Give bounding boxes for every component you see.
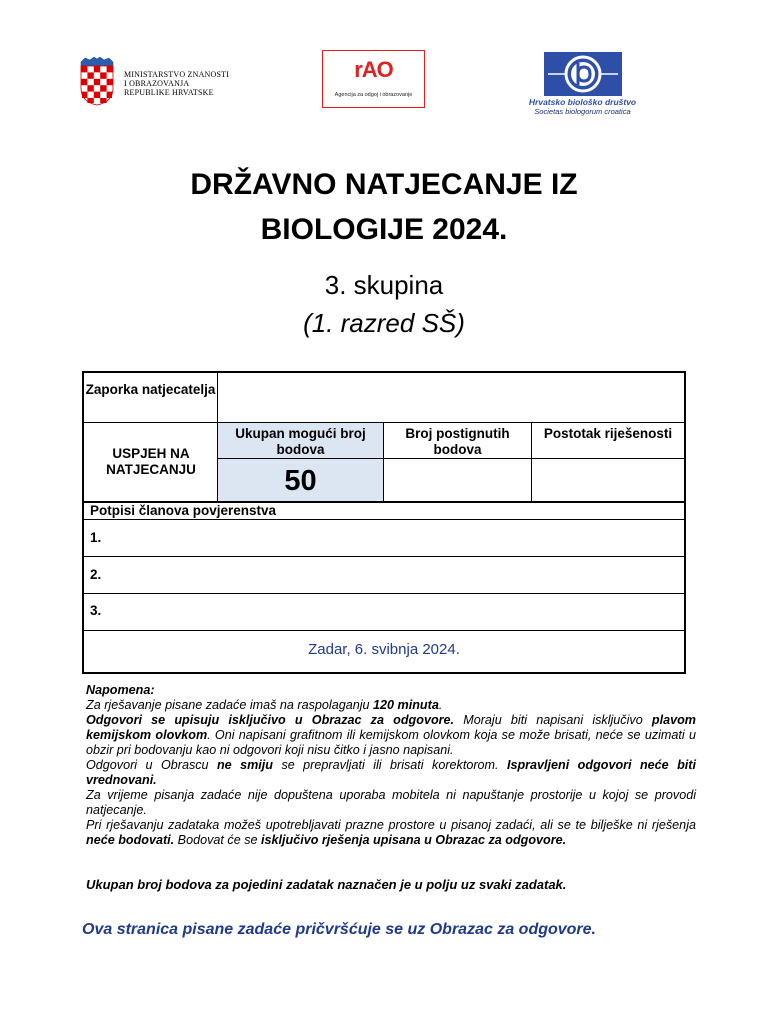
ministry-logo (78, 56, 248, 106)
aoo-name: Agencija za odgoj i obrazovanje (334, 92, 413, 98)
note-phones: Za vrijeme pisanja zadaće nije dopuštena uporaba mobitela ni napuštanje prostorije u kojoj se provodi natjecanje. (86, 788, 696, 817)
contestant-code-field[interactable] (218, 373, 684, 422)
col-percent: Postotak riješenosti (543, 426, 673, 441)
instructions-note (86, 683, 696, 848)
ministry-line: I OBRAZOVANJA (124, 79, 190, 88)
croatian-coat-of-arms-icon (78, 56, 116, 106)
aoo-mark: rAO (354, 57, 393, 82)
hbd-name: Hrvatsko biološko društvo (528, 97, 637, 107)
note-time: Za rješavanje pisane zadaće imaš na raspolaganju 120 minuta. (86, 698, 443, 712)
note-heading: Napomena: (86, 683, 155, 697)
signature-row-label: 3. (90, 603, 102, 618)
total-points-value: 50 (284, 465, 317, 497)
aoo-logo (322, 50, 425, 108)
success-label: USPJEH NA NATJECANJU (106, 446, 196, 477)
hbd-logo (520, 52, 645, 117)
signature-row-label: 2. (90, 567, 102, 582)
note-scratch: Pri rješavanju zadataka možeš upotrebljavati prazne prostore u pisanoj zadaći, ali se te bilješke ni rješenja neće bodovati. Bodovat će se isključivo rješenja upisana u Obrazac za odgovore. (86, 818, 696, 847)
score-table (82, 371, 686, 674)
attach-note: Ova stranica pisane zadaće pričvršćuje se uz Obrazac za odgovore. (82, 921, 596, 938)
note-correction: Odgovori u Obrascu ne smiju se prepravljati ili brisati korektorom. Ispravljeni odgovori neće biti vrednovani. (86, 758, 696, 787)
points-note: Ukupan broj bodova za pojedini zadatak naznačen je u polju uz svaki zadatak. (86, 877, 567, 892)
grade-label: (1. razred SŠ) (303, 308, 465, 338)
signature-row-label: 1. (90, 530, 102, 545)
ministry-name (124, 70, 229, 97)
group-label: 3. skupina (324, 270, 444, 300)
achieved-points-field[interactable] (384, 459, 531, 501)
note-answers: Odgovori se upisuju isključivo u Obrazac za odgovore. Moraju biti napisani isključivo plavom kemijskom olovkom. Oni napisani grafitnom ili kemijskom olovkom koja se može brisati, neće se uzimati u obzir pri bodovanju kao ni odgovori koji nisu čitko i jasno napisani. (86, 713, 696, 757)
percent-field[interactable] (532, 459, 684, 501)
ministry-line: REPUBLIKE HRVATSKE (124, 88, 214, 97)
contestant-code-label: Zaporka natjecatelja (85, 382, 216, 397)
col-total-points: Ukupan mogući broj bodova (235, 426, 366, 457)
signatures-label: Potpisi članova povjerenstva (90, 503, 277, 518)
ministry-line: MINISTARSTVO ZNANOSTI (124, 70, 230, 79)
page-title-line-2: BIOLOGIJE 2024. (260, 213, 508, 246)
hbd-emblem-icon (544, 52, 622, 96)
page-title-line-1: DRŽAVNO NATJECANJE IZ (190, 168, 578, 201)
col-achieved-points: Broj postignutih bodova (405, 426, 510, 457)
place-date: Zadar, 6. svibnja 2024. (308, 641, 460, 658)
hbd-latin-name: Societas biologorum croatica (534, 107, 631, 116)
